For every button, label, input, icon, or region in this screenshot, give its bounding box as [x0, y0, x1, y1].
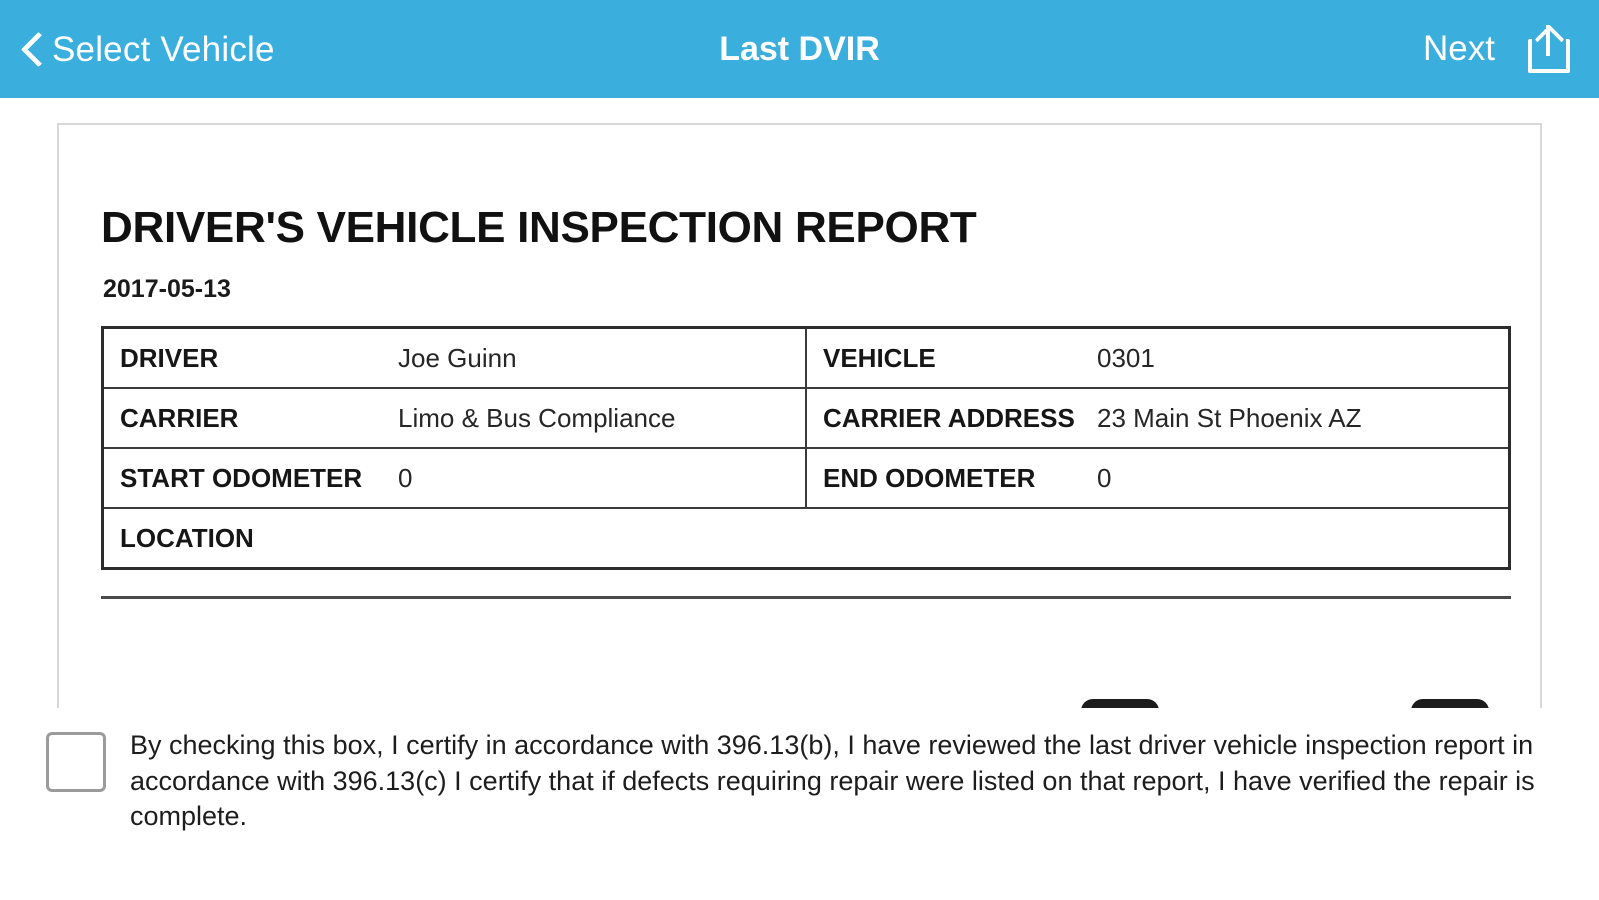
end-odometer-cell — [806, 448, 1510, 508]
nav-right-actions — [1423, 23, 1573, 75]
document-date: 2017-05-13 — [103, 275, 231, 303]
vehicle-value: 0301 — [1097, 342, 1155, 373]
certification-row — [0, 708, 1599, 835]
signature-mark-right — [1411, 699, 1489, 708]
carrier-address-value: 23 Main St Phoenix AZ — [1097, 402, 1362, 433]
chevron-left-icon — [22, 32, 42, 66]
back-button-label: Select Vehicle — [52, 29, 275, 69]
vehicle-label: VEHICLE — [823, 342, 936, 373]
table-row — [103, 508, 1510, 569]
document-preview-area — [0, 98, 1599, 708]
table-row — [103, 328, 1510, 389]
start-odometer-cell — [103, 448, 807, 508]
driver-value: Joe Guinn — [398, 342, 517, 373]
table-row — [103, 388, 1510, 448]
carrier-address-label: CARRIER ADDRESS — [823, 402, 1075, 433]
top-navigation-bar — [0, 0, 1599, 98]
carrier-address-cell — [806, 388, 1510, 448]
signature-partial-area — [101, 599, 1498, 708]
driver-cell — [103, 328, 807, 389]
carrier-cell — [103, 388, 807, 448]
vehicle-cell — [806, 328, 1510, 389]
end-odometer-label: END ODOMETER — [823, 462, 1036, 493]
end-odometer-value: 0 — [1097, 462, 1112, 493]
dvir-info-table — [101, 326, 1511, 570]
share-icon[interactable] — [1525, 23, 1573, 75]
certification-checkbox[interactable] — [46, 732, 106, 792]
table-row — [103, 448, 1510, 508]
location-cell — [103, 508, 1510, 569]
back-button[interactable] — [22, 29, 275, 69]
start-odometer-label: START ODOMETER — [120, 462, 363, 493]
carrier-label: CARRIER — [120, 402, 239, 433]
dvir-document-card[interactable] — [57, 123, 1542, 708]
carrier-value: Limo & Bus Compliance — [398, 402, 676, 433]
page-title: Last DVIR — [719, 29, 880, 68]
driver-label: DRIVER — [120, 342, 219, 373]
certification-text: By checking this box, I certify in accordance with 396.13(b), I have reviewed the last driver vehicle inspection report in accordance with 396.13(c) I certify that if defects requiring repair were listed on that report, I have verified the repair is complete. — [130, 730, 1535, 832]
document-title: DRIVER'S VEHICLE INSPECTION REPORT — [101, 203, 977, 252]
location-label: LOCATION — [120, 522, 254, 553]
start-odometer-value: 0 — [398, 462, 413, 493]
signature-mark-left — [1081, 699, 1159, 708]
next-button[interactable]: Next — [1423, 29, 1495, 68]
